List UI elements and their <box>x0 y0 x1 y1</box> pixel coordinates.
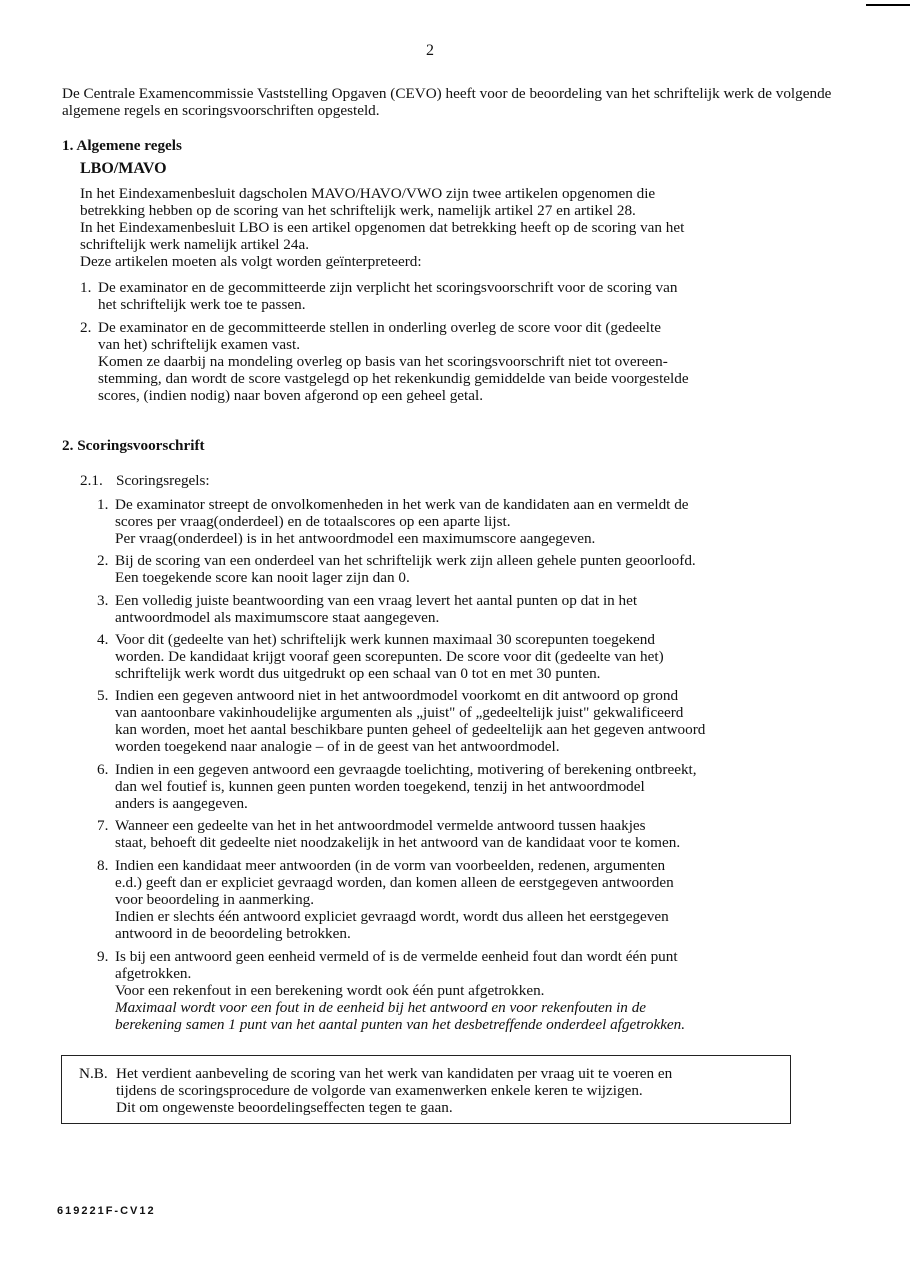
subsection-number: 2.1. <box>80 472 103 489</box>
scoring-rule-item <box>97 552 817 586</box>
subsection-label: Scoringsregels: <box>116 472 210 489</box>
rule-line: Een volledig juiste beantwoording van een vraag levert het aantal punten op dat in het <box>115 592 638 609</box>
rule-line: scores per vraag(onderdeel) en de totaalscores op een aparte lijst. <box>115 513 511 530</box>
rule-number: 5. <box>97 687 109 704</box>
rule-line: Voor dit (gedeelte van het) schriftelijk werk kunnen maximaal 30 scorepunten toegekend <box>115 631 655 648</box>
rule-number: 8. <box>97 857 109 874</box>
scoring-rule-item <box>97 857 817 942</box>
item-line: De examinator en de gecommitteerde zijn verplicht het scoringsvoorschrift voor de scoring van <box>98 279 678 296</box>
nb-line: Het verdient aanbeveling de scoring van het werk van kandidaten per vraag uit te voeren en <box>116 1065 673 1082</box>
rule-number: 6. <box>97 761 109 778</box>
rule-number: 2. <box>97 552 109 569</box>
rule-line: Voor een rekenfout in een berekening wordt ook één punt afgetrokken. <box>115 982 545 999</box>
footer-code: 619221F-CV12 <box>57 1205 156 1217</box>
rule-line: antwoordmodel als maximumscore staat aangegeven. <box>115 609 440 626</box>
item-line: De examinator en de gecommitteerde stellen in onderling overleg de score voor dit (gedeelte <box>98 319 661 336</box>
section-1-paragraph <box>80 185 840 270</box>
rule-line: De examinator streept de onvolkomenheden in het werk van de kandidaten aan en vermeldt de <box>115 496 689 513</box>
nb-note-box <box>61 1055 791 1124</box>
section-2-heading: 2. Scoringsvoorschrift <box>62 437 205 454</box>
rule-line: worden toegekend naar analogie – of in de geest van het antwoordmodel. <box>115 738 560 755</box>
rule-line: Is bij een antwoord geen eenheid vermeld of is de vermelde eenheid fout dan wordt één punt <box>115 948 678 965</box>
rule-line: Indien een gegeven antwoord niet in het antwoordmodel voorkomt en dit antwoord op grond <box>115 687 679 704</box>
nb-line: Dit om ongewenste beoordelingseffecten tegen te gaan. <box>116 1099 453 1116</box>
section-1-heading: 1. Algemene regels <box>62 137 182 154</box>
rule-line: kan worden, moet het aantal beschikbare punten geheel of gedeeltelijk aan het gegeven antwoord <box>115 721 706 738</box>
intro-paragraph: De Centrale Examencommissie Vaststelling Opgaven (CEVO) heeft voor de beoordeling van het schriftelijk werk de volgende algemene regels en scoringsvoorschriften opgesteld. <box>62 85 832 119</box>
rule-line: anders is aangegeven. <box>115 795 248 812</box>
item-number: 1. <box>80 279 92 296</box>
rule-line: staat, behoeft dit gedeelte niet noodzakelijk in het antwoord van de kandidaat voor te komen. <box>115 834 681 851</box>
paragraph-line: In het Eindexamenbesluit LBO is een artikel opgenomen dat betrekking heeft op de scoring van het <box>80 219 685 236</box>
paragraph-line: In het Eindexamenbesluit dagscholen MAVO/HAVO/VWO zijn twee artikelen opgenomen die <box>80 185 656 202</box>
scoring-rule-item <box>97 592 817 626</box>
rule-number: 3. <box>97 592 109 609</box>
general-rule-item <box>80 319 840 404</box>
rule-line: voor beoordeling in aanmerking. <box>115 891 315 908</box>
rule-number: 4. <box>97 631 109 648</box>
page-edge-mark <box>866 4 910 6</box>
rule-line: Een toegekende score kan nooit lager zijn dan 0. <box>115 569 410 586</box>
nb-label: N.B. <box>79 1065 108 1082</box>
item-line: Komen ze daarbij na mondeling overleg op basis van het scoringsvoorschrift niet tot overeen- <box>98 353 668 370</box>
general-rule-item <box>80 279 840 313</box>
scoring-rule-item <box>97 631 817 682</box>
rule-line: afgetrokken. <box>115 965 192 982</box>
scoring-rule-item <box>97 817 817 851</box>
scoring-rule-item <box>97 687 817 755</box>
item-line: van het) schriftelijk examen vast. <box>98 336 301 353</box>
rule-line: Indien in een gegeven antwoord een gevraagde toelichting, motivering of berekening ontbreekt, <box>115 761 697 778</box>
item-line: het schriftelijk werk toe te passen. <box>98 296 306 313</box>
scoring-rule-item <box>97 496 817 547</box>
scoring-rule-item <box>97 948 817 1033</box>
rule-line: van aantoonbare vakinhoudelijke argumenten als „juist" of „gedeeltelijk juist" gekwalificeerd <box>115 704 684 721</box>
rule-line: Indien er slechts één antwoord expliciet gevraagd wordt, wordt dus alleen het eerstgegeven <box>115 908 669 925</box>
rule-number: 1. <box>97 496 109 513</box>
paragraph-line: schriftelijk werk namelijk artikel 24a. <box>80 236 309 253</box>
rule-number: 9. <box>97 948 109 965</box>
paragraph-line: Deze artikelen moeten als volgt worden geïnterpreteerd: <box>80 253 422 270</box>
rule-line: schriftelijk werk wordt dus uitgedrukt op een schaal van 0 tot en met 30 punten. <box>115 665 601 682</box>
item-number: 2. <box>80 319 92 336</box>
rule-line: dan wel foutief is, kunnen geen punten worden toegekend, tenzij in het antwoordmodel <box>115 778 645 795</box>
rule-line: e.d.) geeft dan er expliciet gevraagd worden, dan komen alleen de eerstgegeven antwoorden <box>115 874 674 891</box>
subsection-2-1 <box>80 472 210 489</box>
rule-line: antwoord in de beoordeling betrokken. <box>115 925 351 942</box>
rule-line: Wanneer een gedeelte van het in het antwoordmodel vermelde antwoord tussen haakjes <box>115 817 646 834</box>
rule-number: 7. <box>97 817 109 834</box>
rule-line-italic: berekening samen 1 punt van het aantal punten van het desbetreffende onderdeel afgetrokken. <box>115 1016 686 1033</box>
item-line: scores, (indien nodig) naar boven afgerond op een geheel getal. <box>98 387 484 404</box>
item-line: stemming, dan wordt de score vastgelegd op het rekenkundig gemiddelde van beide voorgestelde <box>98 370 689 387</box>
rule-line: worden. De kandidaat krijgt vooraf geen scorepunten. De score voor dit (gedeelte van het) <box>115 648 664 665</box>
rule-line: Indien een kandidaat meer antwoorden (in de vorm van voorbeelden, redenen, argumenten <box>115 857 666 874</box>
paragraph-line: betrekking hebben op de scoring van het schriftelijk werk, namelijk artikel 27 en artikel 28. <box>80 202 636 219</box>
rule-line: Bij de scoring van een onderdeel van het schriftelijk werk zijn alleen gehele punten geoorloofd. <box>115 552 696 569</box>
nb-line: tijdens de scoringsprocedure de volgorde van examenwerken enkele keren te wijzigen. <box>116 1082 643 1099</box>
scoring-rule-item <box>97 761 817 812</box>
rule-line: Per vraag(onderdeel) is in het antwoordmodel een maximumscore aangegeven. <box>115 530 596 547</box>
rule-line-italic: Maximaal wordt voor een fout in de eenheid bij het antwoord en voor rekenfouten in de <box>115 999 647 1016</box>
page-number: 2 <box>426 42 434 59</box>
section-1-subheading: LBO/MAVO <box>80 160 167 177</box>
